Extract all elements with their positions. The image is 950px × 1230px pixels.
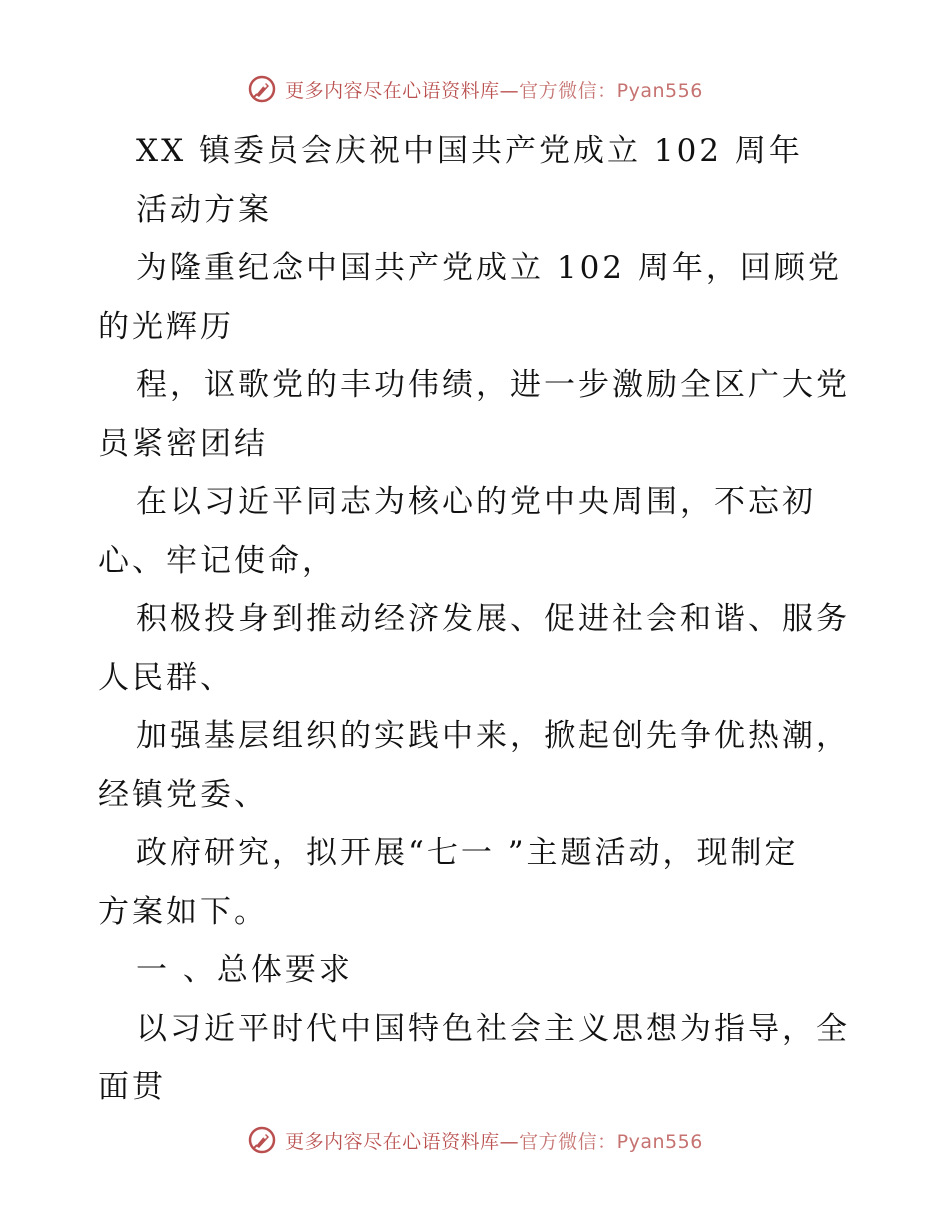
paragraph-line: 以习近平时代中国特色社会主义思想为指导，全: [136, 1010, 850, 1047]
header-watermark: [0, 72, 950, 106]
watermark-sub-text: 官方微信：Pyan556: [519, 1130, 703, 1153]
pen-nib-logo-icon: [247, 1125, 277, 1155]
paragraph-line: 在以习近平同志为核心的党中央周围，不忘初: [136, 484, 816, 520]
paragraph-line: 方案如下。: [98, 893, 268, 930]
footer-watermark: [0, 1123, 950, 1157]
paragraph-line: 面贯: [98, 1069, 166, 1105]
paragraph-line: 经镇党委、: [98, 776, 268, 813]
paragraph-line: 为隆重纪念中国共产党成立 102 周年，回顾党: [136, 250, 842, 286]
watermark-main-text: 更多内容尽在心语资料库: [285, 79, 500, 102]
paragraph-line: 员紧密团结: [98, 425, 268, 462]
paragraph-line: 程，讴歌党的丰功伟绩，进一步激励全区广大党: [136, 367, 850, 403]
document-body: [98, 122, 868, 1117]
paragraph-line: 心、牢记使命，: [98, 542, 336, 579]
section-heading: 一 、总体要求: [136, 952, 353, 988]
watermark-main-text: 更多内容尽在心语资料库: [285, 1130, 500, 1153]
document-title-line-1: XX 镇委员会庆祝中国共产党成立 102 周年: [136, 133, 803, 169]
paragraph-line: 的光辉历: [98, 308, 234, 345]
pen-nib-logo-icon: [247, 74, 277, 104]
paragraph-line: 积极投身到推动经济发展、促进社会和谐、服务: [136, 601, 850, 637]
paragraph-line: 加强基层组织的实践中来，掀起创先争优热潮，: [136, 718, 850, 754]
paragraph-line: 政府研究，拟开展“七一 ”主题活动，现制定: [136, 835, 799, 871]
watermark-dash: —: [499, 79, 520, 102]
document-title-line-2: 活动方案: [136, 191, 272, 228]
watermark-sub-text: 官方微信：Pyan556: [519, 79, 703, 102]
paragraph-line: 人民群、: [98, 659, 234, 696]
watermark-dash: —: [499, 1130, 520, 1153]
